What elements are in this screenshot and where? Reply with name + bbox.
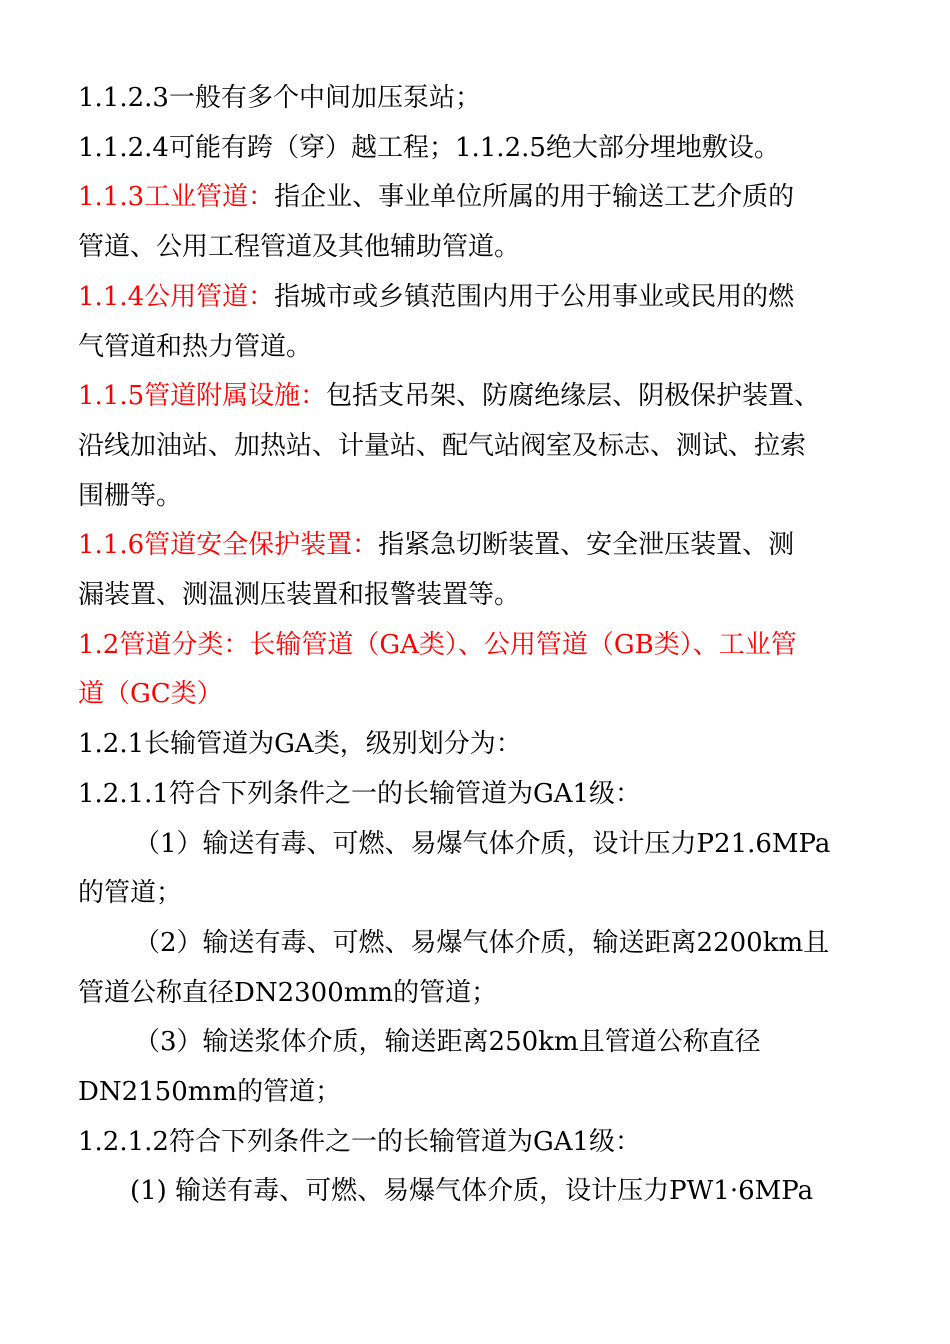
text-line-9: 围栅等。 bbox=[78, 480, 183, 511]
definition-text: 指企业、事业单位所属的用于输送工艺介质的 bbox=[274, 182, 795, 213]
text-line-14: 1.2.1长输管道为GA类，级别划分为： bbox=[78, 729, 522, 760]
definition-text: 包括支吊架、防腐绝缘层、阴极保护装置、 bbox=[326, 381, 821, 412]
heading-classification: 1.2管道分类：长输管道（GA类）、公用管道（GB类）、工业管 bbox=[78, 629, 797, 660]
text-line-8: 沿线加油站、加热站、计量站、配气站阀室及标志、测试、拉索 bbox=[78, 430, 807, 461]
text-line-2: 1.1.2.4可能有跨（穿）越工程；1.1.2.5绝大部分埋地敷设。 bbox=[78, 132, 780, 163]
text-line-10 bbox=[78, 521, 898, 571]
text-line-3 bbox=[78, 173, 898, 223]
list-item-2: （2）输送有毒、可燃、易爆气体介质，输送距离2200km且 bbox=[134, 927, 830, 958]
text-line-4: 管道、公用工程管道及其他辅助管道。 bbox=[78, 232, 521, 263]
definition-text: 指城市或乡镇范围内用于公用事业或民用的燃 bbox=[274, 281, 795, 312]
heading-safety-devices: 1.1.6管道安全保护装置： bbox=[78, 530, 379, 561]
text-line-6: 气管道和热力管道。 bbox=[78, 331, 313, 362]
heading-auxiliary-facilities: 1.1.5管道附属设施： bbox=[78, 381, 327, 412]
text-line-1: 1.1.2.3一般有多个中间加压泵站； bbox=[78, 83, 481, 113]
text-line-17: 的管道； bbox=[78, 878, 183, 909]
list-item-3: （3）输送浆体介质，输送距离250km且管道公称直径 bbox=[134, 1027, 761, 1058]
definition-text: 指紧急切断装置、安全泄压装置、测 bbox=[378, 530, 795, 561]
heading-public-pipeline: 1.1.4公用管道： bbox=[78, 281, 275, 312]
list-item-1: （1）输送有毒、可燃、易爆气体介质，设计压力P21.6MPa bbox=[134, 828, 831, 859]
heading-industrial-pipeline: 1.1.3工业管道： bbox=[78, 182, 275, 213]
text-line-19: 管道公称直径DN2300mm的管道； bbox=[78, 977, 498, 1008]
text-line-21: DN2150mm的管道； bbox=[78, 1077, 342, 1108]
text-line-15: 1.2.1.1符合下列条件之一的长输管道为GA1级： bbox=[78, 778, 642, 809]
text-line-22: 1.2.1.2符合下列条件之一的长输管道为GA1级： bbox=[78, 1126, 642, 1157]
document-body bbox=[78, 74, 898, 1217]
text-line-5 bbox=[78, 273, 898, 323]
heading-classification-cont: 道（GC类） bbox=[78, 679, 223, 710]
text-line-7 bbox=[78, 372, 898, 422]
text-line-11: 漏装置、测温测压装置和报警装置等。 bbox=[78, 580, 521, 611]
list-item-4: (1) 输送有毒、可燃、易爆气体介质，设计压力PW1·6MPa bbox=[130, 1176, 814, 1207]
